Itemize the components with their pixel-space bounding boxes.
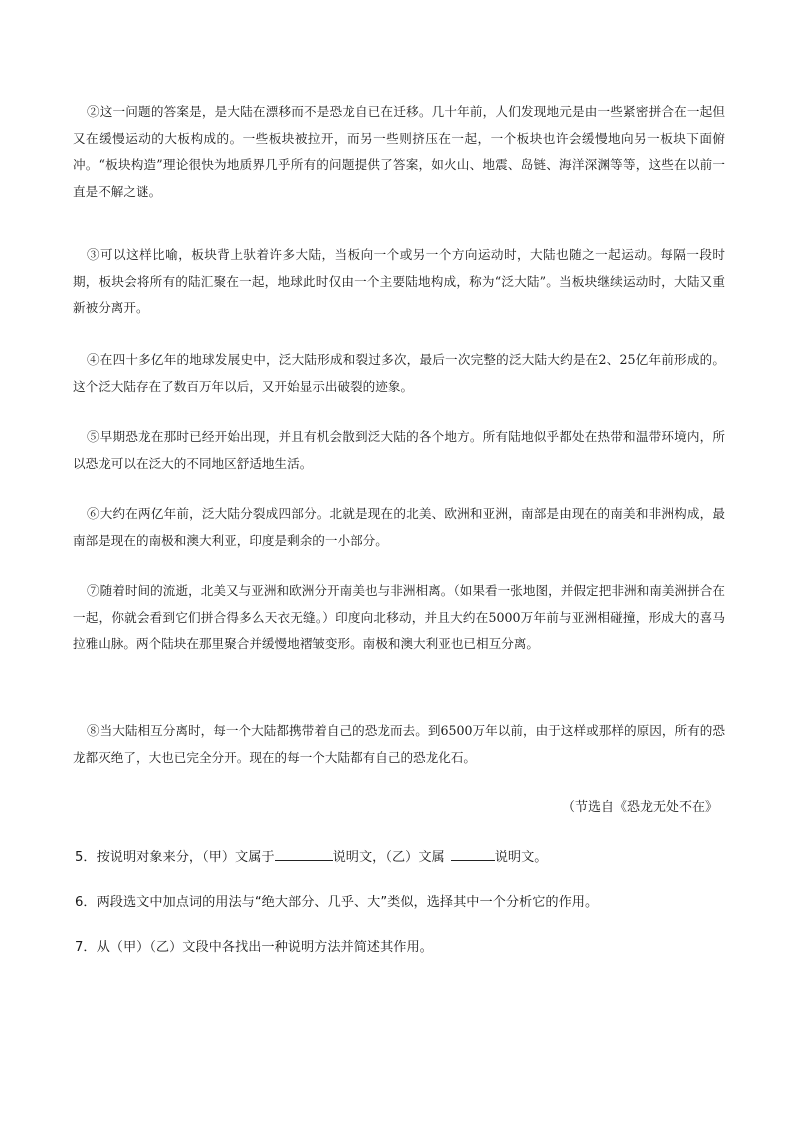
answer-blank-2[interactable] [451, 848, 495, 861]
paragraph-8: ⑧当大陆相互分离时，每一个大陆都携带着自己的恐龙而去。到6500万年以前，由于这样或那样的原因，所有的恐龙都灭绝了，大也已完全分开。现在的每一个大陆都有自己的恐龙化石。 [73, 723, 725, 765]
paragraph-5: ⑤早期恐龙在那时已经开始出现，并且有机会散到泛大陆的各个地方。所有陆地似乎都处在热带和温带环境内，所以恐龙可以在泛大的不同地区舒适地生活。 [73, 429, 725, 471]
question-7: 7．从（甲）（乙）文段中各找出一种说明方法并简述其作用。 [75, 940, 433, 955]
paragraph-4: ④在四十多亿年的地球发展史中，泛大陆形成和裂过多次，最后一次完整的泛大陆大约是在2、25亿年前形成的。这个泛大陆存在了数百万年以后，又开始显示出破裂的迹象。 [73, 352, 725, 394]
question-5-part-c: 说明文。 [494, 850, 548, 865]
paragraph-6: ⑥大约在两亿年前，泛大陆分裂成四部分。北就是现在的北美、欧洲和亚洲，南部是由现在的南美和非洲构成，最南部是现在的南极和澳大利亚，印度是剩余的一小部分。 [73, 506, 725, 548]
question-6: 6．两段选文中加点词的用法与“绝大部分、几乎、大”类似，选择其中一个分析它的作用。 [75, 895, 599, 910]
question-5-part-a: 5．按说明对象来分，（甲）文属于 [75, 850, 275, 865]
answer-blank-1[interactable] [275, 848, 333, 861]
question-5-part-b: 说明文，（乙）文属 [332, 850, 445, 865]
paragraph-3: ③可以这样比喻，板块背上驮着许多大陆，当板向一个或另一个方向运动时，大陆也随之一起运动。每隔一段时期，板块会将所有的陆汇聚在一起，地球此时仅由一个主要陆地构成，称为“泛大陆”。当板块继续运动时，大陆又重新被分离开。 [73, 247, 725, 315]
question-5 [75, 846, 725, 865]
paragraph-7: ⑦随着时间的流逝，北美又与亚洲和欧洲分开南美也与非洲相离。（如果看一张地图，并假定把非洲和南美洲拼合在一起，你就会看到它们拼合得多么天衣无缝。）印度向北移动，并且大约在5000万年前与亚洲相碰撞，形成大的喜马拉雅山脉。两个陆块在那里聚合并缓慢地褶皱变形。南极和澳大利亚也已相互分离。 [73, 583, 725, 651]
source-citation: （节选自《恐龙无处不在》 [561, 800, 718, 815]
paragraph-2: ②这一问题的答案是，是大陆在漂移而不是恐龙自已在迁移。几十年前，人们发现地元是由一些紧密拼合在一起但又在缓慢运动的大板构成的。一些板块被拉开，而另一些则挤压在一起，一个板块也许会缓慢地向另一板块下面俯冲。“板块构造”理论很快为地质界几乎所有的问题提供了答案，如火山、地震、岛链、海洋深渊等等，这些在以前一直是不解之谜。 [73, 104, 725, 199]
